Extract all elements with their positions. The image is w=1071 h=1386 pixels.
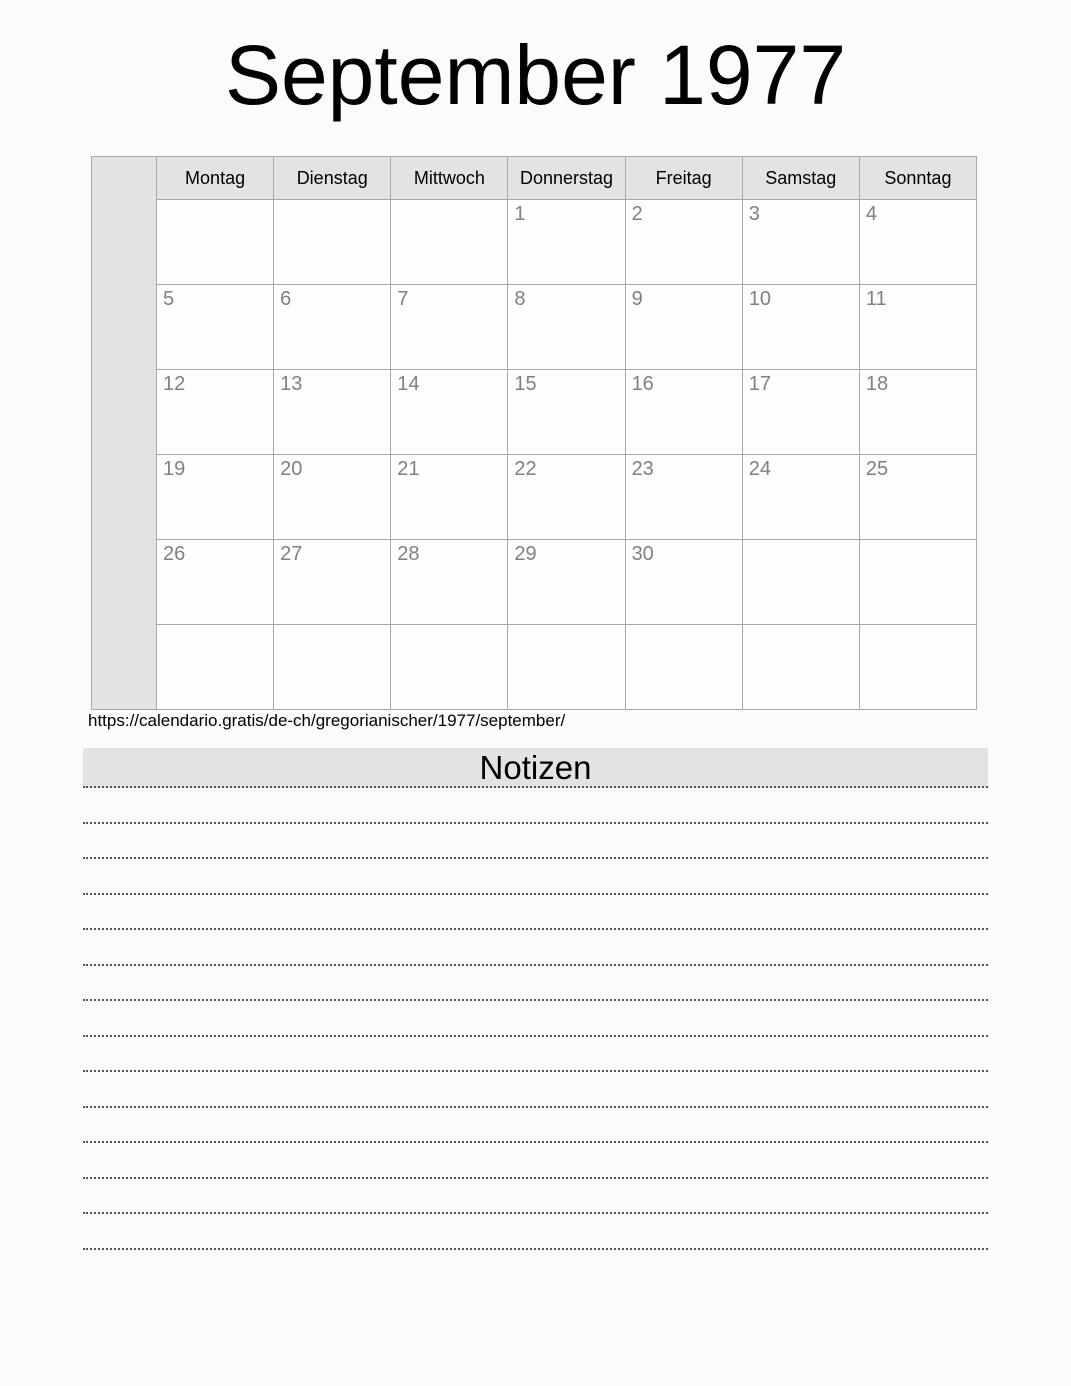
calendar-table	[91, 156, 977, 710]
day-cell-27: 27	[274, 540, 391, 625]
day-cell-empty	[625, 625, 742, 710]
day-cell-20: 20	[274, 455, 391, 540]
notes-section	[83, 748, 988, 1250]
day-cell-7: 7	[391, 285, 508, 370]
note-ruled-line	[83, 859, 988, 895]
day-cell-empty	[508, 625, 625, 710]
day-cell-24: 24	[742, 455, 859, 540]
weekday-header-montag: Montag	[157, 157, 274, 200]
day-cell-empty	[859, 540, 976, 625]
note-ruled-line	[83, 1179, 988, 1215]
note-ruled-line	[83, 1214, 988, 1250]
day-cell-empty	[742, 540, 859, 625]
week-gutter-column	[92, 157, 157, 710]
note-ruled-line	[83, 788, 988, 824]
day-cell-14: 14	[391, 370, 508, 455]
weekday-header-donnerstag: Donnerstag	[508, 157, 625, 200]
day-cell-1: 1	[508, 200, 625, 285]
day-cell-12: 12	[157, 370, 274, 455]
note-ruled-line	[83, 1143, 988, 1179]
weekday-header-freitag: Freitag	[625, 157, 742, 200]
day-cell-13: 13	[274, 370, 391, 455]
day-cell-23: 23	[625, 455, 742, 540]
weekday-header-dienstag: Dienstag	[274, 157, 391, 200]
weekday-header-mittwoch: Mittwoch	[391, 157, 508, 200]
week-row-3	[92, 370, 977, 455]
note-ruled-line	[83, 1001, 988, 1037]
note-ruled-line	[83, 930, 988, 966]
weekday-header-row	[92, 157, 977, 200]
day-cell-2: 2	[625, 200, 742, 285]
day-cell-8: 8	[508, 285, 625, 370]
week-row-2	[92, 285, 977, 370]
day-cell-empty	[859, 625, 976, 710]
week-row-6	[92, 625, 977, 710]
day-cell-28: 28	[391, 540, 508, 625]
page-title: September 1977	[224, 28, 847, 122]
day-cell-30: 30	[625, 540, 742, 625]
day-cell-22: 22	[508, 455, 625, 540]
day-cell-3: 3	[742, 200, 859, 285]
day-cell-26: 26	[157, 540, 274, 625]
day-cell-9: 9	[625, 285, 742, 370]
week-row-5	[92, 540, 977, 625]
day-cell-15: 15	[508, 370, 625, 455]
note-ruled-line	[83, 966, 988, 1002]
notes-title: Notizen	[83, 748, 988, 788]
day-cell-empty	[391, 200, 508, 285]
day-cell-10: 10	[742, 285, 859, 370]
day-cell-4: 4	[859, 200, 976, 285]
day-cell-18: 18	[859, 370, 976, 455]
weekday-header-samstag: Samstag	[742, 157, 859, 200]
day-cell-empty	[157, 200, 274, 285]
day-cell-11: 11	[859, 285, 976, 370]
day-cell-29: 29	[508, 540, 625, 625]
week-row-4	[92, 455, 977, 540]
day-cell-19: 19	[157, 455, 274, 540]
day-cell-6: 6	[274, 285, 391, 370]
day-cell-21: 21	[391, 455, 508, 540]
week-row-1	[92, 200, 977, 285]
note-ruled-line	[83, 1108, 988, 1144]
day-cell-25: 25	[859, 455, 976, 540]
day-cell-empty	[157, 625, 274, 710]
note-ruled-line	[83, 824, 988, 860]
source-url-text: https://calendario.gratis/de-ch/gregorianischer/1977/september/	[88, 711, 566, 730]
notes-ruled-lines	[83, 788, 988, 1250]
day-cell-5: 5	[157, 285, 274, 370]
note-ruled-line	[83, 1037, 988, 1073]
day-cell-17: 17	[742, 370, 859, 455]
note-ruled-line	[83, 1072, 988, 1108]
calendar-body	[92, 157, 977, 710]
day-cell-16: 16	[625, 370, 742, 455]
note-ruled-line	[83, 895, 988, 931]
day-cell-empty	[274, 200, 391, 285]
day-cell-empty	[742, 625, 859, 710]
day-cell-empty	[391, 625, 508, 710]
day-cell-empty	[274, 625, 391, 710]
weekday-header-sonntag: Sonntag	[859, 157, 976, 200]
